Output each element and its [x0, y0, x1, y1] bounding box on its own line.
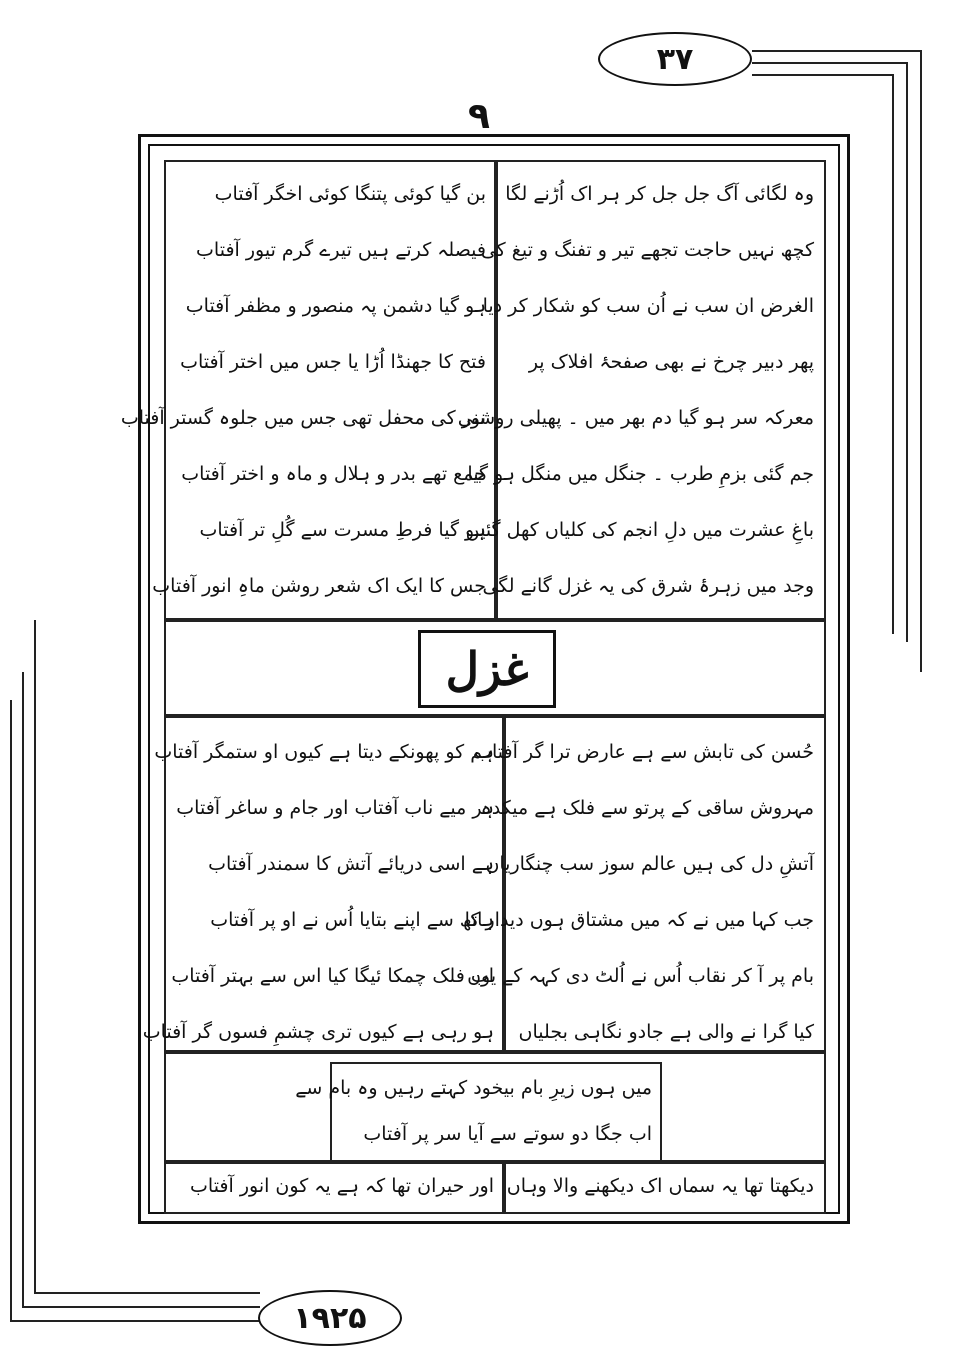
verse-line: جس کا ایک اک شعر روشن ماہِ انور آفتاب — [152, 575, 486, 597]
top-border-line-2 — [752, 62, 908, 64]
year-oval — [258, 1290, 402, 1346]
right-border-line-3 — [892, 74, 894, 634]
bottom-border-line-3 — [34, 1292, 260, 1294]
left-border-line-3 — [34, 620, 36, 1294]
closing-couplet-box — [295, 1062, 662, 1162]
verse-line: مہروش ساقی کے پرتو سے فلک ہے میکدہ — [480, 797, 814, 819]
verse-line: بن گیا کوئی پتنگا کوئی اخگر آفتاب — [214, 183, 486, 205]
verse-line: فتح کا جھنڈا اُڑا یا جس میں اختر آفتاب — [180, 351, 486, 373]
verse-line: ہے اسی دریائے آتش کا سمندر آفتاب — [208, 853, 494, 875]
closing-couplet — [295, 1077, 652, 1158]
page-number: ۳۷ — [656, 41, 694, 77]
verse-line: ہو رہی ہے کیوں تری چشمِ فسوں گر آفتاب — [142, 1021, 494, 1043]
verse-line: جب کہا میں نے کہ میں مشتاق ہوں دیدار کا — [464, 909, 814, 931]
verse-line: آتشِ دل کی ہیں عالم سوز سب چنگاریاں — [485, 853, 814, 875]
verse-line: جم گئی بزمِ طرب ۔ جنگل میں منگل ہو گیا — [467, 463, 814, 485]
final-right-line — [506, 1175, 814, 1204]
verse-line: جمع تھے بدر و ہلال و ماہ و اختر آفتاب — [181, 463, 486, 485]
left-border-line-2 — [22, 672, 24, 1308]
top-border-line-3 — [752, 74, 894, 76]
verse-line: ہاتھ سے اپنے بتایا اُس نے او پر آفتاب — [210, 909, 494, 931]
ghazal-right-column — [464, 741, 814, 1043]
right-border-line-1 — [920, 50, 922, 672]
verse-line: دیکھتا تھا یہ سماں اک دیکھنے والا وہاں — [506, 1175, 814, 1197]
verse-line: ہر میے ناب آفتاب اور جام و ساغر آفتاب — [176, 797, 494, 819]
ghazal-left-column — [142, 741, 494, 1043]
verse-line: میں ہوں زیرِ بام بیخود کہتے رہیں وہ بام سے — [295, 1077, 652, 1099]
verse-line: اور حیران تھا کہ ہے یہ کون انور آفتاب — [190, 1175, 494, 1197]
verse-line: الغرض ان سب نے اُن سب کو شکار کر دیا — [482, 295, 814, 317]
verse-line: کچھ نہیں حاجت تجھے تیر و تفنگ و تیغ کی — [480, 239, 814, 261]
ghazal-title: غزل — [418, 630, 556, 708]
page-number-oval — [598, 32, 752, 86]
verse-line: پھر دبیر چرخ نے بھی صفحۂ افلاک پر — [528, 351, 814, 373]
top-border-line-1 — [752, 50, 922, 52]
left-border-line-1 — [10, 700, 12, 1322]
verse-line: وجد میں زہرۂ شرق کی یہ غزل گانے لگی — [482, 575, 814, 597]
verse-line: معرکہ سر ہو گیا دم بھر میں ۔ پھیلی روشنی — [457, 407, 814, 429]
verse-line: ہو گیا فرطِ مسرت سے گُلِ تر آفتاب — [199, 519, 486, 541]
verse-line: اب فلک چمکا ئیگا کیا اس سے بہتر آفتاب — [171, 965, 494, 987]
verse-line: حُسن کی تابش سے ہے عارض ترا گر آفتاب — [474, 741, 814, 763]
verse-line: کیا گرا نے والی ہے جادو نگاہی بجلیاں — [518, 1021, 814, 1043]
section-number: ۹ — [468, 96, 490, 137]
bottom-border-line-1 — [10, 1320, 260, 1322]
verse-line: وہ لگائی آگ جل جل کر ہر اک اُڑنے لگا — [505, 183, 814, 205]
verse-line: ہو گیا دشمن پہ منصور و مظفر آفتاب — [185, 295, 486, 317]
verse-line: باغِ عشرت میں دلِ انجم کی کلیاں کھل گئیں — [465, 519, 814, 541]
verse-line: فیصلہ کرتے ہیں تیرے گرم تیور آفتاب — [196, 239, 486, 261]
year-label: ۱۹۲۵ — [293, 1300, 367, 1336]
verse-line: اب جگا دو سوتے سے آیا سر پر آفتاب — [363, 1123, 652, 1145]
verse-line: نور کی محفل تھی جس میں جلوہ گستر آفتاب — [120, 407, 486, 429]
section1-right-column — [457, 183, 814, 614]
verse-line: ہم کو پھونکے دیتا ہے کیوں او ستمگر آفتاب — [154, 741, 494, 763]
section1-left-column — [120, 183, 486, 614]
final-left-line — [174, 1176, 494, 1204]
verse-line: بام پر آ کر نقاب اُس نے اُلٹ دی کہہ کے یوں — [467, 965, 814, 987]
bottom-border-line-2 — [22, 1306, 260, 1308]
right-border-line-2 — [906, 62, 908, 642]
